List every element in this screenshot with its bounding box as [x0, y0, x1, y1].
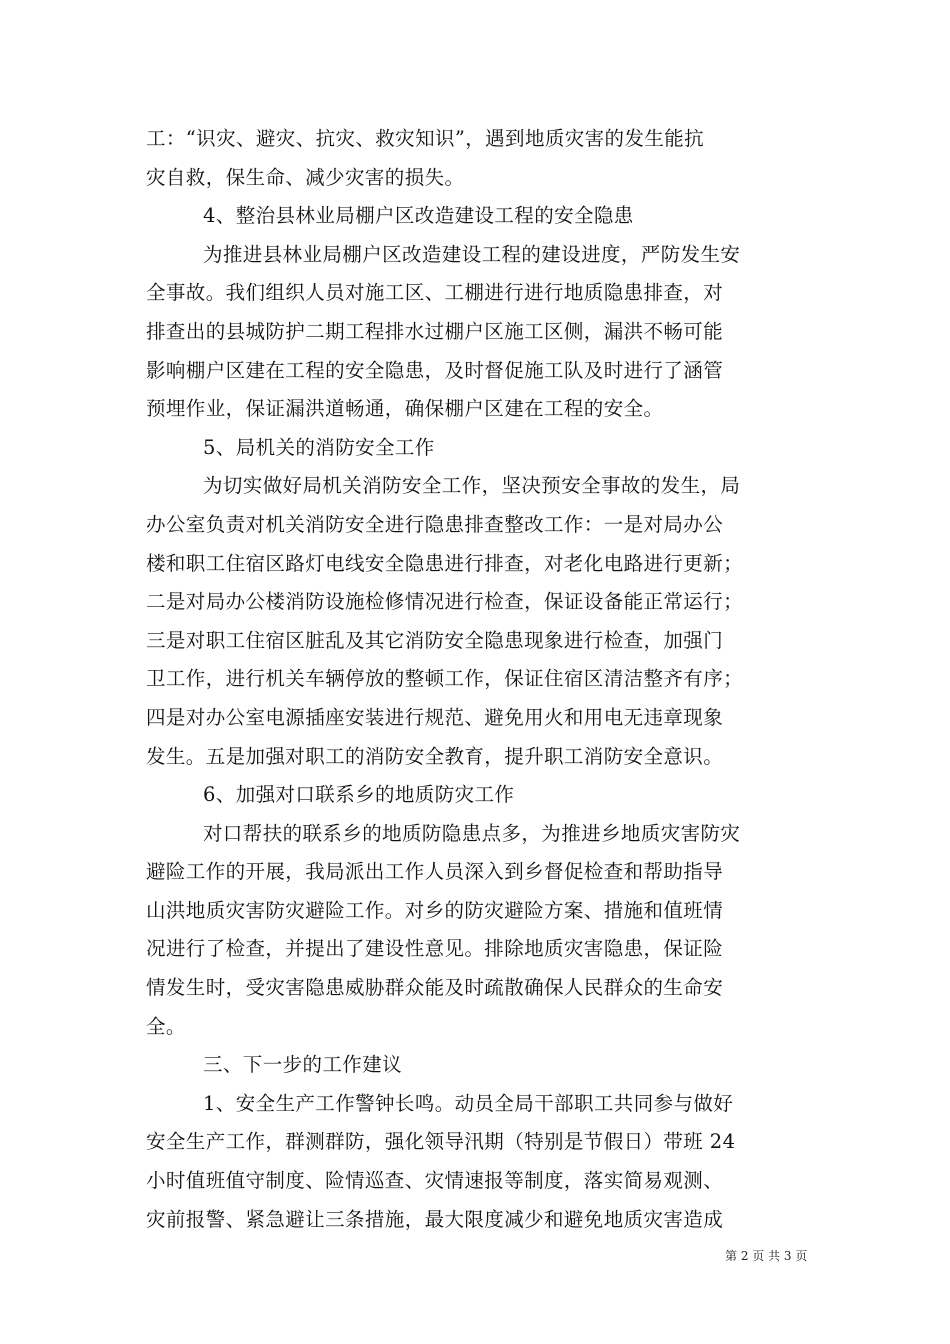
text-line: 5、局机关的消防安全工作 — [203, 435, 435, 459]
text-line: 影响棚户区建在工程的安全隐患，及时督促施工队及时进行了涵管 — [146, 358, 724, 382]
text-line: 灾前报警、紧急避让三条措施，最大限度减少和避免地质灾害造成 — [146, 1207, 724, 1231]
text-line: 对口帮扶的联系乡的地质防隐患点多，为推进乡地质灾害防灾 — [203, 821, 741, 845]
text-line: 楼和职工住宿区路灯电线安全隐患进行排查，对老化电路进行更新； — [146, 551, 744, 575]
text-line: 工：“识灾、避灾、抗灾、救灾知识”，遇到地质灾害的发生能抗 — [146, 127, 705, 150]
text-line: 办公室负责对机关消防安全进行隐患排查整改工作：一是对局办公 — [146, 512, 724, 536]
text-line: 避险工作的开展，我局派出工作人员深入到乡督促检查和帮助指导 — [146, 860, 724, 884]
text-line: 4、整治县林业局棚户区改造建设工程的安全隐患 — [203, 204, 634, 228]
text-line: 为切实做好局机关消防安全工作，坚决预安全事故的发生，局 — [203, 474, 741, 498]
text-line: 卫工作，进行机关车辆停放的整顿工作，保证住宿区清洁整齐有序； — [146, 667, 744, 691]
text-line: 6、加强对口联系乡的地质防灾工作 — [203, 783, 515, 807]
text-line: 发生。五是加强对职工的消防安全教育，提升职工消防安全意识。 — [146, 744, 724, 768]
text-line: 安全生产工作，群测群防，强化领导汛期（特别是节假日）带班 24 — [146, 1130, 736, 1154]
text-line: 为推进县林业局棚户区改造建设工程的建设进度，严防发生安 — [203, 242, 741, 266]
text-line: 小时值班值守制度、险情巡查、灾情速报等制度，落实简易观测、 — [146, 1169, 724, 1193]
text-line: 情发生时，受灾害隐患威胁群众能及时疏散确保人民群众的生命安 — [146, 976, 724, 1000]
page-number: 第 2 页 共 3 页 — [725, 1249, 808, 1263]
text-line: 全。 — [146, 1014, 186, 1038]
text-line: 灾自救，保生命、减少灾害的损失。 — [146, 165, 465, 189]
text-line: 山洪地质灾害防灾避险工作。对乡的防灾避险方案、措施和值班情 — [146, 898, 724, 922]
text-line: 四是对办公室电源插座安装进行规范、避免用火和用电无违章现象 — [146, 705, 724, 729]
text-line: 况进行了检查，并提出了建设性意见。排除地质灾害隐患，保证险 — [146, 937, 724, 961]
text-line: 全事故。我们组织人员对施工区、工棚进行进行地质隐患排查，对 — [146, 281, 724, 305]
text-line: 1、安全生产工作警钟长鸣。动员全局干部职工共同参与做好 — [203, 1091, 734, 1115]
body-text — [146, 120, 816, 1239]
text-line: 预埋作业，保证漏洪道畅通，确保棚户区建在工程的安全。 — [146, 397, 664, 421]
text-line: 二是对局办公楼消防设施检修情况进行检查，保证设备能正常运行； — [146, 590, 744, 614]
text-line: 三、下一步的工作建议 — [203, 1053, 403, 1077]
text-line: 排查出的县城防护二期工程排水过棚户区施工区侧，漏洪不畅可能 — [146, 319, 724, 343]
text-line: 三是对职工住宿区脏乱及其它消防安全隐患现象进行检查，加强门 — [146, 628, 724, 652]
